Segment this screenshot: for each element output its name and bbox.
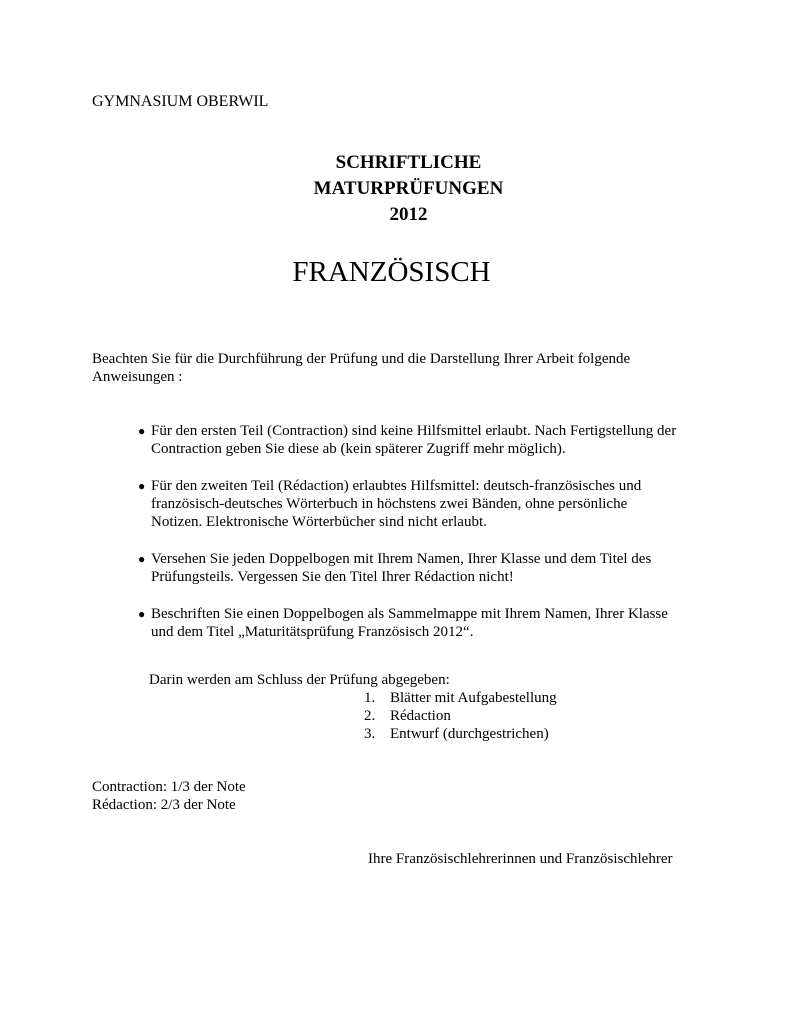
subject-heading (0, 255, 791, 289)
school-name: GYMNASIUM OBERWIL (92, 93, 269, 110)
bullet-icon: ● (138, 424, 146, 438)
instruction-line: französisch-deutsches Wörterbuch in höchstens zwei Bänden, ohne persönliche (151, 496, 628, 512)
handin-list (364, 689, 557, 743)
instruction-line: und dem Titel „Maturitätsprüfung Französisch 2012“. (151, 624, 474, 640)
instruction-line: Beschriften Sie einen Doppelbogen als Sammelmappe mit Ihrem Namen, Ihrer Klasse (151, 606, 668, 622)
handin-item (364, 689, 557, 707)
handin-text: Entwurf (durchgestrichen) (390, 726, 549, 742)
instruction-line: Versehen Sie jeden Doppelbogen mit Ihrem Namen, Ihrer Klasse und dem Titel des (151, 551, 652, 567)
instruction-line: Prüfungsteils. Vergessen Sie den Titel Ihrer Rédaction nicht! (151, 569, 514, 585)
instruction-line: Für den zweiten Teil (Rédaction) erlaubtes Hilfsmittel: deutsch-französisches und (151, 478, 642, 494)
handin-number: 3. (364, 726, 376, 742)
handin-text: Rédaction (390, 708, 451, 724)
handin-item (364, 707, 557, 725)
instruction-item (138, 477, 708, 531)
handin-number: 2. (364, 708, 376, 724)
exam-title (0, 150, 791, 228)
instruction-line: Notizen. Elektronische Wörterbücher sind nicht erlaubt. (151, 514, 487, 530)
bullet-icon: ● (138, 552, 146, 566)
handin-text: Blätter mit Aufgabestellung (390, 690, 557, 706)
title-line-2: MATURPRÜFUNGEN (313, 178, 504, 199)
handin-item (364, 725, 557, 743)
instruction-item (138, 605, 708, 641)
bullet-icon: ● (138, 479, 146, 493)
signoff: Ihre Französischlehrerinnen und Französischlehrer (368, 851, 673, 867)
grading-redaction: Rédaction: 2/3 der Note (92, 797, 236, 813)
handin-number: 1. (364, 690, 376, 706)
subject-text: FRANZÖSISCH (292, 256, 491, 288)
instruction-list (138, 422, 708, 660)
title-line-3: 2012 (389, 204, 428, 225)
handin-intro: Darin werden am Schluss der Prüfung abgegeben: (149, 672, 450, 688)
intro-paragraph (92, 350, 692, 386)
grading-contraction: Contraction: 1/3 der Note (92, 779, 246, 795)
instruction-line: Für den ersten Teil (Contraction) sind keine Hilfsmittel erlaubt. Nach Fertigstellung der (151, 423, 677, 439)
instruction-item (138, 550, 708, 586)
intro-line-2: Anweisungen : (92, 369, 183, 385)
instruction-line: Contraction geben Sie diese ab (kein späterer Zugriff mehr möglich). (151, 441, 566, 457)
title-line-1: SCHRIFTLICHE (335, 152, 482, 173)
instruction-item (138, 422, 708, 458)
bullet-icon: ● (138, 607, 146, 621)
intro-line-1: Beachten Sie für die Durchführung der Prüfung und die Darstellung Ihrer Arbeit folgende (92, 351, 631, 367)
grading-info (92, 778, 246, 814)
